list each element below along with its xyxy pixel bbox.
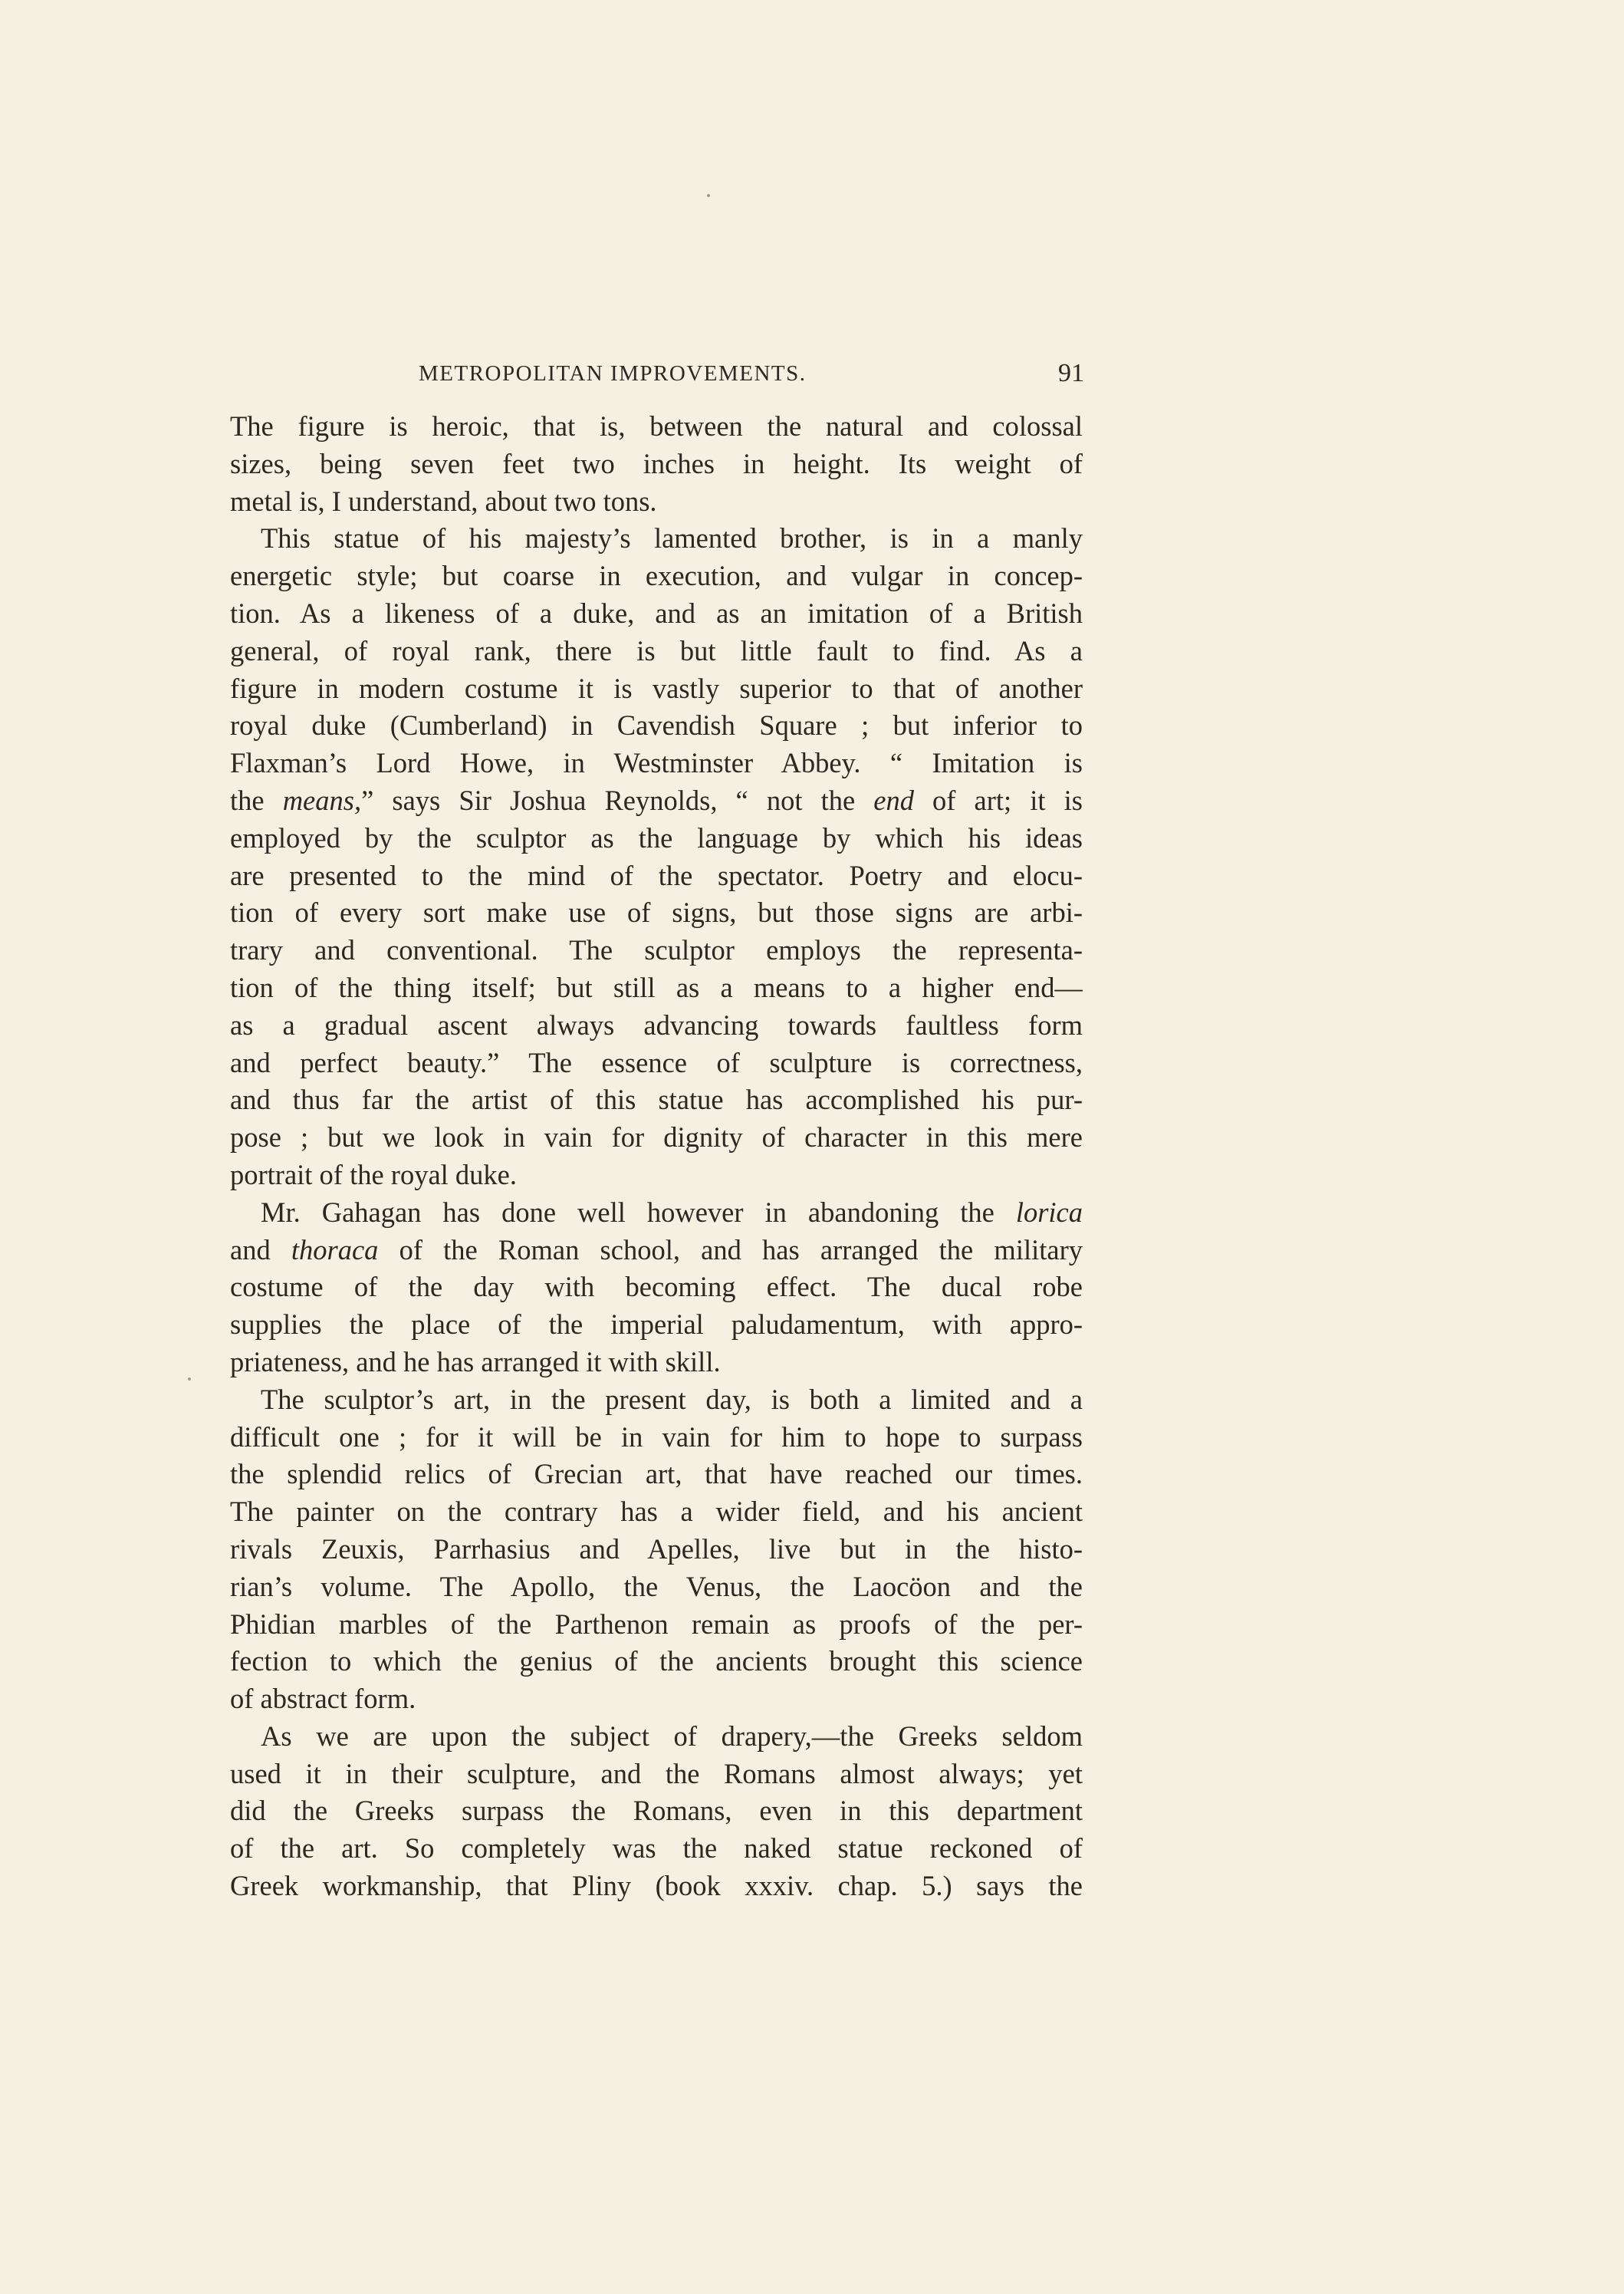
running-title: METROPOLITAN IMPROVEMENTS. (419, 361, 807, 386)
text-run: of art; it is (913, 784, 1083, 816)
text-line: sizes, being seven feet two inches in height. Its weight of (230, 447, 1083, 479)
text-run: Mr. Gahagan has done well however in abandoning the (261, 1196, 1016, 1228)
paper-speck (188, 1377, 191, 1381)
text-line: royal duke (Cumberland) in Cavendish Square ; but inferior to (230, 709, 1083, 742)
text-run: the (230, 784, 283, 816)
text-line: The figure is heroic, that is, between the natural and colossal (230, 410, 1083, 442)
text-run: ” says Sir Joshua Reynolds, “ not the (361, 784, 874, 816)
text-line: did the Greeks surpass the Romans, even in this department (230, 1795, 1083, 1827)
text-line: as a gradual ascent always advancing towards faultless form (230, 1009, 1083, 1041)
text-run: and (230, 1233, 291, 1265)
text-line: As we are upon the subject of drapery,—the Greeks seldom (261, 1720, 1083, 1752)
text-line: tion of every sort make use of signs, but those signs are arbi- (230, 897, 1083, 929)
text-line: pose ; but we look in vain for dignity of character in this mere (230, 1121, 1083, 1154)
running-head (230, 354, 1084, 393)
text-line (230, 782, 1083, 820)
page-number: 91 (1058, 359, 1084, 387)
text-line: rivals Zeuxis, Parrhasius and Apelles, live but in the histo- (230, 1532, 1083, 1565)
text-line: and thus far the artist of this statue has accomplished his pur- (230, 1084, 1083, 1116)
text-line: portrait of the royal duke. (230, 1158, 518, 1190)
text-line: tion of the thing itself; but still as a means to a higher end— (230, 971, 1083, 1003)
italic-word: means, (282, 784, 362, 816)
text-line: energetic style; but coarse in execution, and vulgar in concep- (230, 560, 1083, 592)
text-line: trary and conventional. The sculptor employs the representa- (230, 934, 1083, 966)
text-line: This statue of his majesty’s lamented brother, is in a manly (261, 522, 1083, 555)
text-line: figure in modern costume it is vastly superior to that of another (230, 672, 1083, 704)
text-line: metal is, I understand, about two tons. (230, 485, 657, 517)
text-line: are presented to the mind of the spectator. Poetry and elocu- (230, 859, 1083, 891)
text-line (230, 1194, 1083, 1232)
text-line: and perfect beauty.” The essence of sculpture is correctness, (230, 1046, 1083, 1078)
text-line: rian’s volume. The Apollo, the Venus, the Laocöon and the (230, 1570, 1083, 1602)
text-run: of the Roman school, and has arranged the military (378, 1233, 1083, 1265)
text-line: used it in their sculpture, and the Romans almost always; yet (230, 1757, 1083, 1789)
text-line: difficult one ; for it will be in vain for him to hope to surpass (230, 1420, 1083, 1453)
italic-word: end (873, 784, 914, 816)
text-line: general, of royal rank, there is but little fault to find. As a (230, 634, 1083, 666)
text-line: of abstract form. (230, 1683, 416, 1715)
text-line: priateness, and he has arranged it with skill. (230, 1345, 721, 1377)
text-line: costume of the day with becoming effect. The ducal robe (230, 1271, 1083, 1303)
text-line: employed by the sculptor as the language by which his ideas (230, 821, 1083, 854)
text-line: the splendid relics of Grecian art, that have reached our times. (230, 1458, 1083, 1490)
text-line: fection to which the genius of the ancients brought this science (230, 1645, 1083, 1677)
text-line: The painter on the contrary has a wider field, and his ancient (230, 1496, 1083, 1528)
text-line: Greek workmanship, that Pliny (book xxxiv. chap. 5.) says the (230, 1870, 1083, 1902)
italic-word: thoraca (291, 1233, 379, 1265)
text-line (230, 1232, 1083, 1269)
paper-speck (707, 194, 710, 197)
text-line: of the art. So completely was the naked statue reckoned of (230, 1832, 1083, 1864)
text-line: Phidian marbles of the Parthenon remain as proofs of the per- (230, 1608, 1083, 1640)
body-text (230, 408, 1083, 1905)
text-line: Flaxman’s Lord Howe, in Westminster Abbey. “ Imitation is (230, 747, 1083, 779)
text-line: tion. As a likeness of a duke, and as an imitation of a British (230, 597, 1083, 629)
text-line: The sculptor’s art, in the present day, is both a limited and a (261, 1383, 1083, 1415)
italic-word: lorica (1015, 1196, 1083, 1228)
text-line: supplies the place of the imperial paludamentum, with appro- (230, 1308, 1083, 1341)
